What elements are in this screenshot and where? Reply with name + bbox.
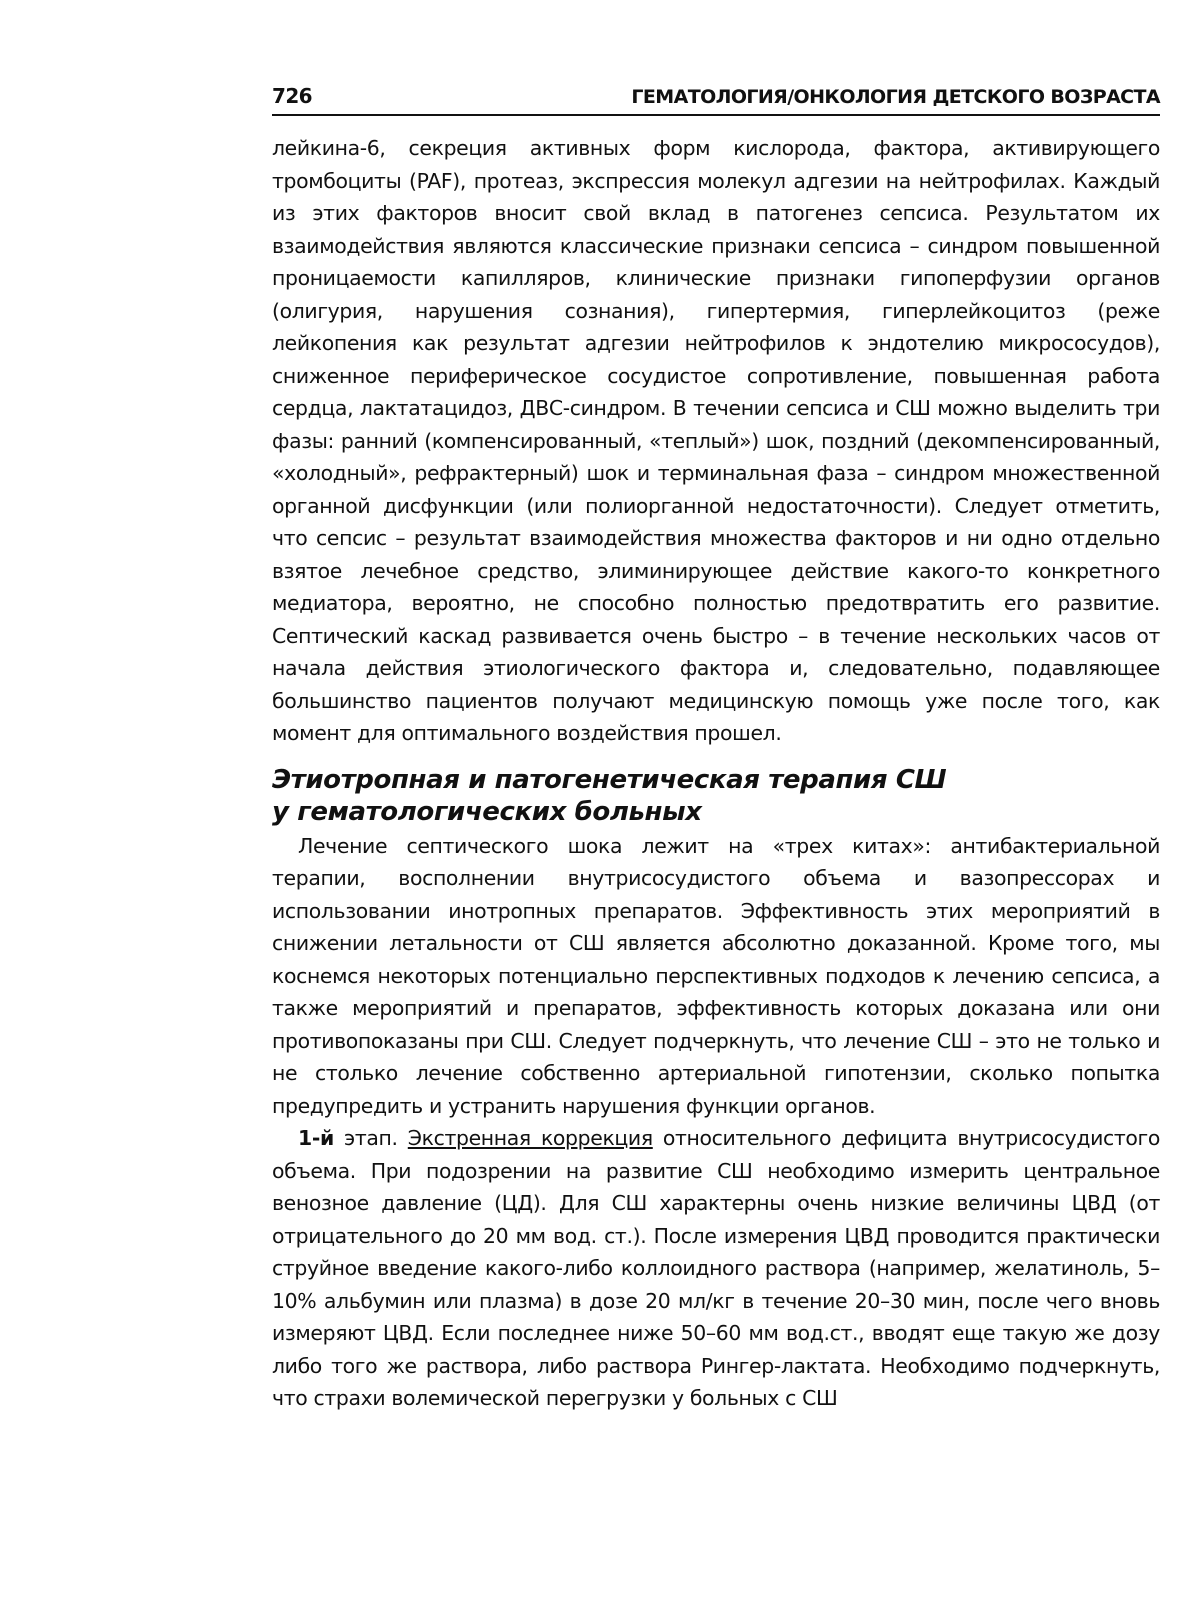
section-heading-line-2: у гематологических больных bbox=[272, 796, 702, 827]
stage-underlined-term: Экстренная коррекция bbox=[407, 1126, 653, 1150]
stage-word: этап. bbox=[333, 1126, 408, 1150]
stage-label: 1-й bbox=[298, 1126, 334, 1150]
paragraph-3 bbox=[272, 1122, 1160, 1415]
paragraph-1: лейкина-6, секреция активных форм кислорода, фактора, активирующего тромбоциты (PAF), протеаз, экспрессия молекул адгезии на нейтрофилах. Каждый из этих факторов вносит свой вклад в патогенез сепсиса. Результатом их взаимодействия являются классические признаки сепсиса – синдром повышенной проницаемости капилляров, клинические признаки гипоперфузии органов (олигурия, нарушения сознания), гипертермия, гиперлейкоцитоз (реже лейкопения как результат адгезии нейтрофилов к эндотелию микрососудов), сниженное периферическое сосудистое сопротивление, повышенная работа сердца, лактатацидоз, ДВС-синдром. В течении сепсиса и СШ можно выделить три фазы: ранний (компенсированный, «теплый») шок, поздний (декомпенсированный, «холодный», рефрактерный) шок и терминальная фаза – синдром множественной органной дисфункции (или полиорганной недостаточности). Следует отметить, что сепсис – результат взаимодействия множества факторов и ни одно отдельно взятое лечебное средство, элиминирующее действие какого-то конкретного медиатора, вероятно, не способно полностью предотвратить его развитие. Септический каскад развивается очень быстро – в течение нескольких часов от начала действия этиологического фактора и, следовательно, подавляющее большинство пациентов получают медицинскую помощь уже после того, как момент для оптимального воздействия прошел. bbox=[272, 136, 1160, 745]
section-heading bbox=[272, 764, 1160, 828]
body-text bbox=[272, 132, 1160, 1415]
section-heading-line-1: Этиотропная и патогенетическая терапия СШ bbox=[272, 764, 947, 795]
page-number: 726 bbox=[272, 84, 312, 108]
running-title: ГЕМАТОЛОГИЯ/ОНКОЛОГИЯ ДЕТСКОГО ВОЗРАСТА bbox=[631, 86, 1160, 108]
paragraph-3-rest: относительного дефицита внутрисосудистого объема. При подозрении на развитие СШ необходимо измерить центральное венозное давление (ЦД). Для СШ характерны очень низкие величины ЦВД (от отрицательного до 20 мм вод. ст.). После измерения ЦВД проводится практически струйное введение какого-либо коллоидного раствора (например, желатиноль, 5–10% альбумин или плазма) в дозе 20 мл/кг в течение 20–30 мин, после чего вновь измеряют ЦВД. Если последнее ниже 50–60 мм вод.ст., вводят еще такую же дозу либо того же раствора, либо раствора Рингер-лактата. Необходимо подчеркнуть, что страхи волемической перегрузки у больных с СШ bbox=[272, 1126, 1160, 1410]
book-page bbox=[272, 84, 1160, 1415]
paragraph-2: Лечение септического шока лежит на «трех китах»: антибактериальной терапии, восполнении внутрисосудистого объема и вазопрессорах и использовании инотропных препаратов. Эффективность этих мероприятий в снижении летальности от СШ является абсолютно доказанной. Кроме того, мы коснемся некоторых потенциально перспективных подходов к лечению сепсиса, а также мероприятий и препаратов, эффективность которых доказана или они противопоказаны при СШ. Следует подчеркнуть, что лечение СШ – это не только и не столько лечение собственно артериальной гипотензии, сколько попытка предупредить и устранить нарушения функции органов. bbox=[272, 833, 1160, 1118]
running-head bbox=[272, 84, 1160, 116]
